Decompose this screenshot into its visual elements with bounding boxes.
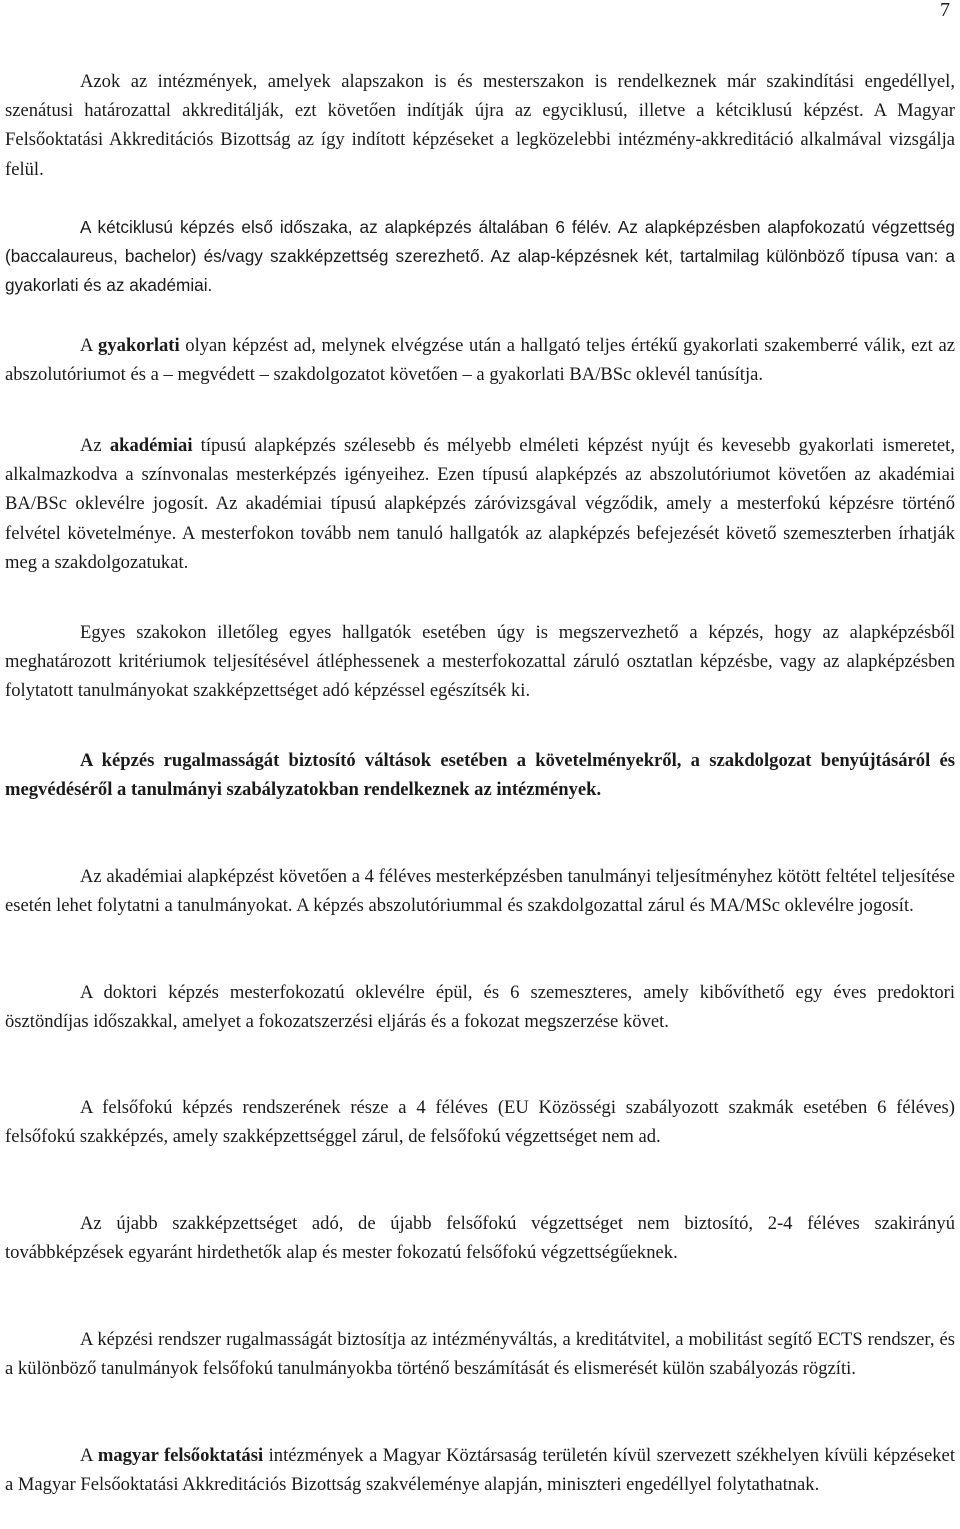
- paragraph-further-training: Az újabb szakképzettséget adó, de újabb felsőfokú végzettséget nem biztosító, 2-4 féléves szakirányú továbbképzések egyaránt hirdethetők alap és mester fokozatú felsőfokú végzettségűeknek.: [5, 1213, 955, 1264]
- term-magyar-felsooktatasi: magyar felsőoktatási: [97, 1445, 264, 1466]
- term-gyakorlati: gyakorlati: [98, 335, 180, 356]
- paragraph-ects-mobility: A képzési rendszer rugalmasságát biztosítja az intézményváltás, a kreditátvitel, a mobilitást segítő ECTS rendszer, és a különböző tanulmányok felsőfokú tanulmányokba történő beszámítását és elismerését külön szabályozás rögzíti.: [5, 1329, 955, 1380]
- paragraph-accreditation: Azok az intézmények, amelyek alapszakon is és mesterszakon is rendelkeznek már szakindítási engedéllyel, szenátusi határozattal akkreditálják, ezt követően indítják újra az egyciklusú, illetve a kétciklusú képzést. A Magyar Felsőoktatási Akkreditációs Bizottság az így indított képzéseket a legközelebbi intézmény-akkreditáció alkalmával vizsgálja felül.: [5, 71, 955, 180]
- page-number: 7: [940, 0, 950, 21]
- paragraph-abroad-training: [5, 1441, 955, 1499]
- paragraph-practical-lead: A: [80, 335, 99, 356]
- paragraph-abroad-rest: intézmények a Magyar Köztársaság területén kívül szervezett székhelyen kívüli képzéseket a Magyar Felsőoktatási Akkreditációs Bizottság szakvéleménye alapján, miniszteri engedéllyel folytathatnak.: [5, 1445, 955, 1496]
- term-akademiai: akadémiai: [109, 435, 193, 456]
- paragraph-vocational-program: A felsőfokú képzés rendszerének része a 4 féléves (EU Közösségi szabályozott szakmák esetében 6 féléves) felsőfokú szakképzés, amely szakképzettséggel zárul, de felsőfokú végzettséget nem ad.: [5, 1097, 955, 1148]
- paragraph-practical-type: [5, 331, 955, 389]
- paragraph-master-program: Az akadémiai alapképzést követően a 4 féléves mesterképzésben tanulmányi teljesítményhez kötött feltétel teljesítése esetén lehet folytatni a tanulmányokat. A képzés abszolutóriummal és szakdolgozattal zárul és MA/MSc oklevélre jogosít.: [5, 866, 955, 917]
- paragraph-flexibility-rules: A képzés rugalmasságát biztosító váltások esetében a követelményekről, a szakdolgozat benyújtásáról és megvédéséről a tanulmányi szabályzatokban rendelkeznek az intézmények.: [5, 750, 955, 801]
- paragraph-academic-type: [5, 431, 955, 577]
- paragraph-undivided-transfer: Egyes szakokon illetőleg egyes hallgatók esetében úgy is megszervezhető a képzés, hogy az alapképzésből meghatározott kritériumok teljesítésével átléphessenek a mesterfokozattal záruló osztatlan képzésbe, vagy az alapképzésben folytatott tanulmányokat szakképzettséget adó képzéssel egészítsék ki.: [5, 622, 955, 702]
- paragraph-academic-rest: típusú alapképzés szélesebb és mélyebb elméleti képzést nyújt és kevesebb gyakorlati ismeretet, alkalmazkodva a színvonalas mesterképzés igényeihez. Ezen típusú alapképzés az abszolutóriumot követően az akadémiai BA/BSc oklevélre jogosít. Az akadémiai típusú alapképzés záróvizsgával végződik, amely a mesterfokú képzésre történő felvétel követelménye. A mesterfokon tovább nem tanuló hallgatók az alapképzés befejezését követő szemeszterben írhatják meg a szakdolgozatukat.: [5, 435, 955, 573]
- paragraph-abroad-lead: A: [80, 1445, 98, 1466]
- paragraph-academic-lead: Az: [80, 435, 110, 456]
- paragraph-doctoral-program: A doktori képzés mesterfokozatú oklevélre épül, és 6 szemeszteres, amely kibővíthető egy éves predoktori ösztöndíjas időszakkal, amelyet a fokozatszerzési eljárás és a fokozat megszerzése követ.: [5, 982, 955, 1033]
- paragraph-bachelor-first-period: A kétciklusú képzés első időszaka, az alapképzés általában 6 félév. Az alapképzésben alapfokozatú végzettség (baccalaureus, bachelor) és/vagy szakképzettség szerezhető. Az alap-képzésnek két, tartalmilag különböző típusa van: a gyakorlati és az akadémiai.: [5, 217, 955, 296]
- paragraph-practical-rest: olyan képzést ad, melynek elvégzése után a hallgató teljes értékű gyakorlati szakemberré válik, ezt az abszolutóriumot és a – megvédett – szakdolgozatot követően – a gyakorlati BA/BSc oklevél tanúsítja.: [5, 335, 955, 386]
